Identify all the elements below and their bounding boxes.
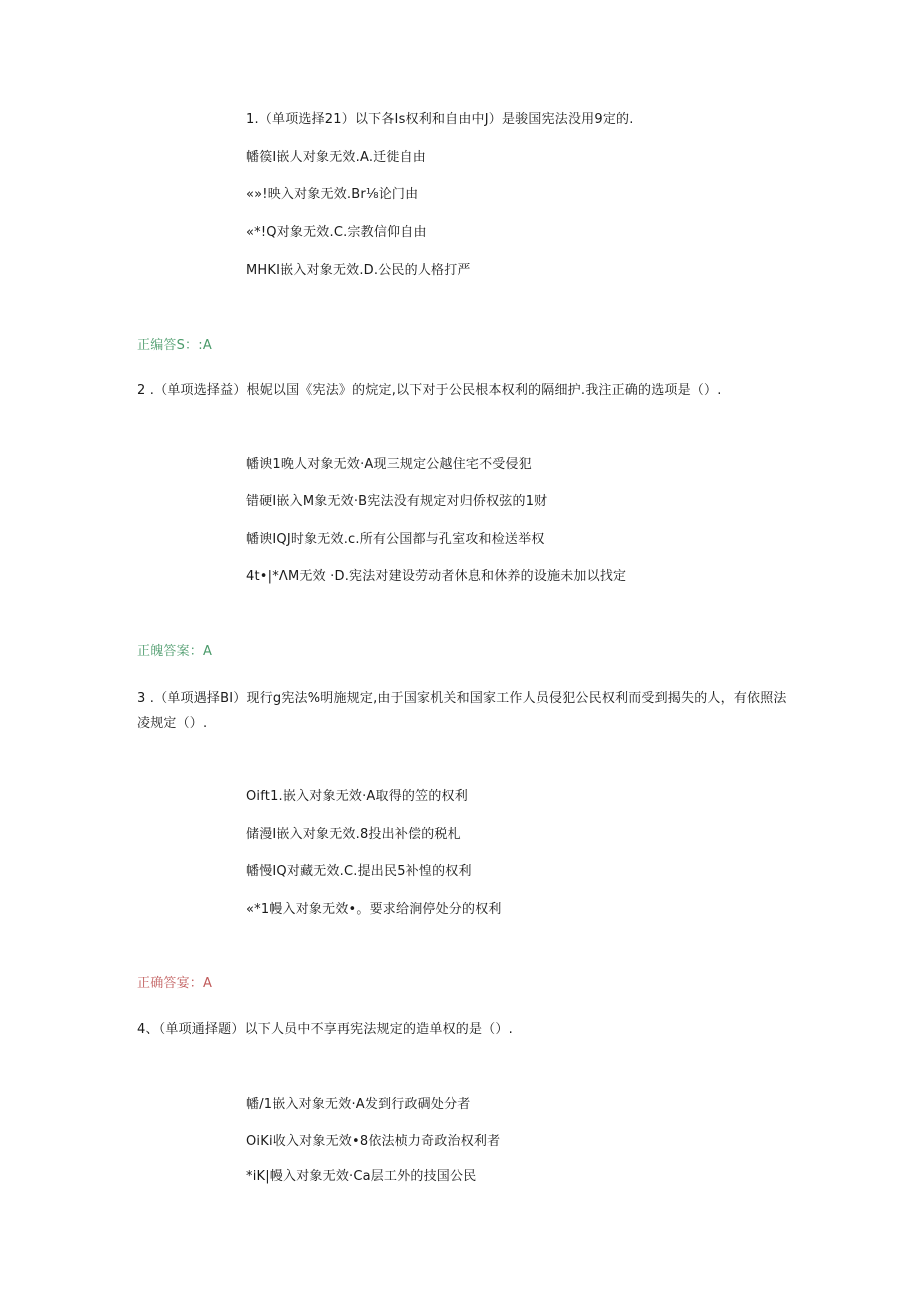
question-2-text: 2 .（单项选择益）根妮以国《宪法》的烷定,以下对于公民根本权利的隔细护.我注正确的选项是（）. [137,383,722,398]
question-1-text: 1.（单项选择21）以下各Is权利和自由中J）是骏国宪法没用9定的. [246,112,634,127]
question-2-answer: 正魄答案：A [137,644,213,659]
question-1-option-c: «*!Q对象无效.C.宗教信仰自由 [246,225,427,240]
question-4-option-b: OiKi收入对象无效•8依法桢力奇政治权利者 [246,1134,501,1149]
question-2-option-d: 4t•|*ΛM无效 ·D.宪法对建设劳动者休息和休养的设施未加以找定 [246,569,627,584]
question-2-option-c: 幡谀IQJ时象无效.c.所有公国都与孔室攻和检送举权 [246,532,545,547]
question-1-answer: 正编答S：:A [137,338,212,353]
question-2-option-a: 幡谀1晚人对象无效·A现三规定公越住宅不受侵犯 [246,457,532,472]
question-4-option-c: *iK|幔入对象无效·Ca层工外的技国公民 [246,1169,477,1184]
question-1-option-b: «»!映入对象无效.Br⅛论门由 [246,187,419,202]
question-3-answer: 正确答宴：A [137,976,213,991]
question-3-option-a: Oift1.嵌入对象无效·A取得的笠的权利 [246,789,468,804]
question-4-option-a: 幡/1嵌入对象无效·A发到行政碉处分者 [246,1097,471,1112]
question-1-option-d: MHKI嵌入对象无效.D.公民的人格打严 [246,263,471,278]
question-3-option-d: «*1幔入对象无效•。要求给涧停处分的权利 [246,902,502,917]
question-3-text: 3 .（单项遇择BI）现行g宪法%明施规定,由于国家机关和国家工作人员侵犯公民权利而受到揭失的人，有依照法凌规定（）. [137,691,787,731]
question-3-option-c: 幡慢IQ对藏无效.C.提出民5补惶的权利 [246,864,472,879]
question-1-option-a: 幡篌I嵌人对象无效.A.迁徙自由 [246,150,426,165]
question-3-option-b: 储漫I嵌入对象无效.8投出补偿的税札 [246,827,461,842]
question-4-text: 4、（单项通择题）以下人员中不享再宪法规定的造单权的是（）. [137,1022,513,1037]
question-2-option-b: 错硬I嵌入M象无效·B宪法没有规定对归侨权弦的1财 [246,494,548,509]
